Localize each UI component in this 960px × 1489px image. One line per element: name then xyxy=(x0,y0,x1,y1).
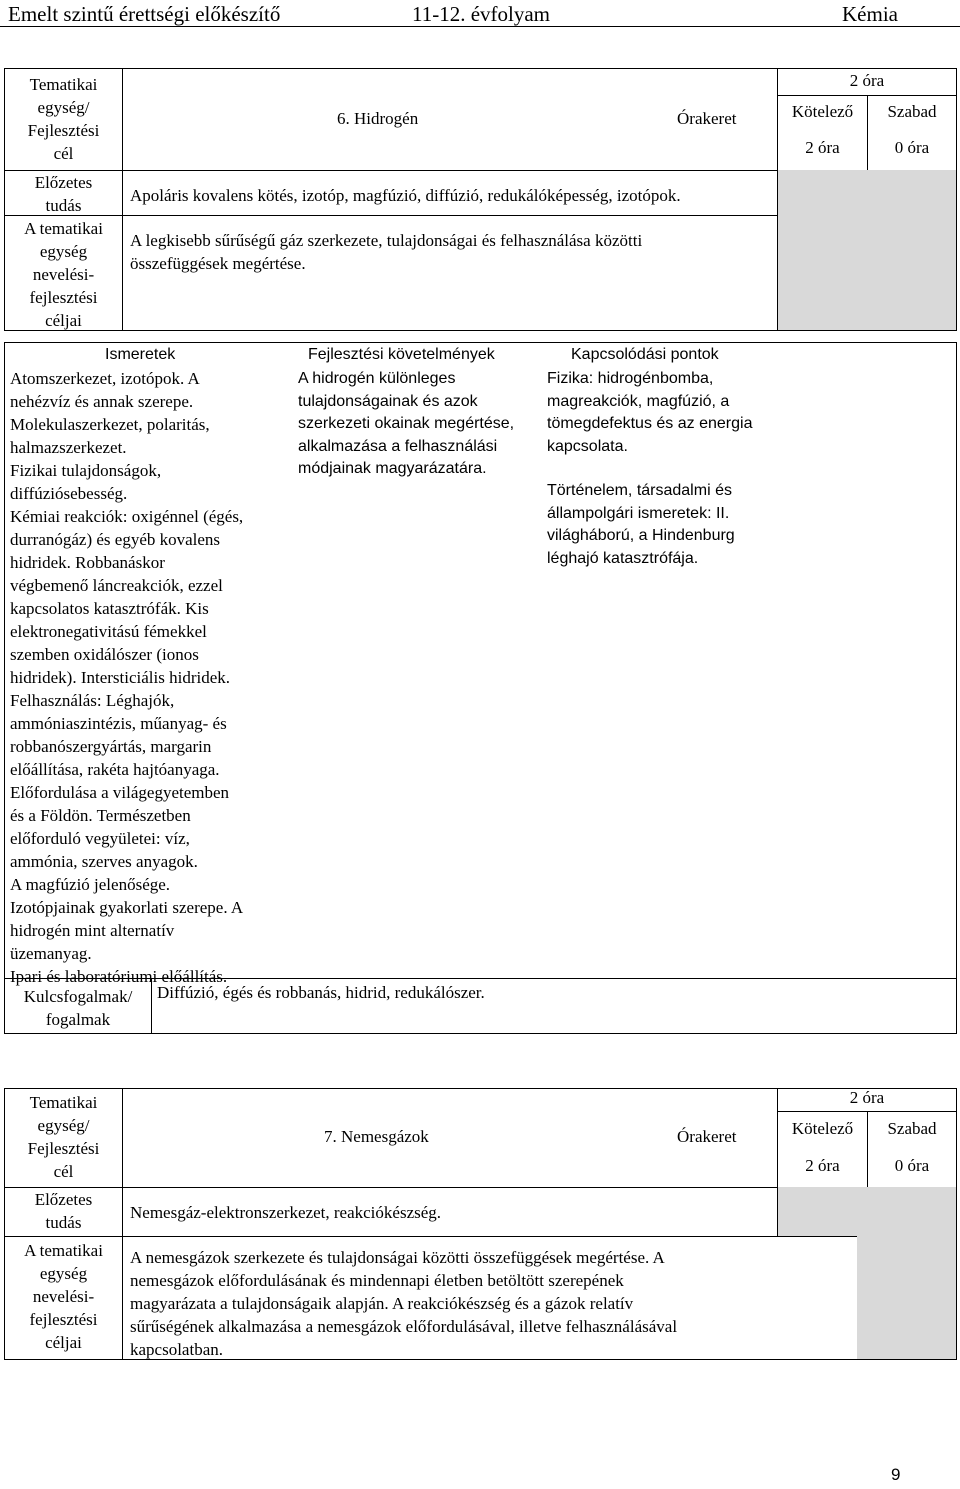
kapcsolodasi-line: léghajó katasztrófája. xyxy=(547,549,699,567)
celjai-text: A legkisebb sűrűségű gáz szerkezete, tulajdonságai és felhasználása közötti összefüggések megértése. xyxy=(122,215,778,331)
ismeretek-line: ammónia, szerves anyagok. xyxy=(10,852,198,871)
hours-total: 2 óra xyxy=(849,1088,885,1107)
kapcsolodasi-line: kapcsolata. xyxy=(547,437,628,455)
kapcsolodasi-line: Fizika: hidrogénbomba, xyxy=(547,370,714,387)
shaded-cell xyxy=(777,170,957,216)
celjai-line: A nemesgázok szerkezete és tulajdonságai közötti összefüggések megértése. A xyxy=(130,1248,665,1267)
orakeret-label: Órakeret xyxy=(677,109,737,128)
shaded-cell xyxy=(777,215,957,331)
ismeretek-line: hidridek). Intersticiális hidridek. xyxy=(10,668,230,687)
unit-title: 7. Nemesgázok xyxy=(324,1127,429,1146)
fejlesztesi-line: A hidrogén különleges xyxy=(298,370,456,387)
ismeretek-line: halmazszerkezet. xyxy=(10,438,127,457)
label-elozetes-tudas: Előzetes tudás xyxy=(4,1187,123,1237)
kapcsolodasi-column-history xyxy=(547,480,787,570)
col-kapcsolodasi: Kapcsolódási pontok xyxy=(571,346,719,363)
ismeretek-line: Molekulaszerkezet, polaritás, xyxy=(10,415,210,434)
label-celjai: A tematikai egység nevelési- fejlesztési céljai xyxy=(4,1236,123,1360)
kapcsolodasi-line: magreakciók, magfúzió, a xyxy=(547,392,730,410)
hours-total: 2 óra xyxy=(849,71,885,90)
celjai-line: nemesgázok előfordulásának és mindennapi életben betöltött szerepének xyxy=(130,1271,624,1290)
kotelezo-cell xyxy=(778,1111,868,1188)
orakeret-label: Órakeret xyxy=(677,1127,737,1146)
ismeretek-line: kapcsolatos katasztrófák. Kis xyxy=(10,599,209,618)
running-header xyxy=(0,0,960,26)
ismeretek-line: robbanószergyártás, margarin xyxy=(10,737,212,756)
ismeretek-line: Előfordulása a világegyetemben xyxy=(10,783,230,802)
elozetes-tudas-text: Apoláris kovalens kötés, izotóp, magfúzió, diffúzió, redukálóképesség, izotópok. xyxy=(122,170,778,216)
ismeretek-line: durranógáz) és egyéb kovalens xyxy=(10,530,221,549)
label-tematikai-egyseg: Tematikai egység/ Fejlesztési cél xyxy=(4,68,123,171)
celjai-line: magyarázata a tulajdonságaik alapján. A reakciókészség és a gázok relatív xyxy=(130,1294,634,1313)
ismeretek-line: hidridek. Robbanáskor xyxy=(10,553,165,572)
ismeretek-line: Izotópjainak gyakorlati szerepe. A xyxy=(10,898,244,917)
header-subject: Kémia xyxy=(842,2,898,26)
shaded-cell xyxy=(777,1187,957,1237)
unit6-title-cell xyxy=(122,68,778,171)
ismeretek-line: A magfúzió jelenősége. xyxy=(10,875,171,894)
unit-title: 6. Hidrogén xyxy=(337,109,419,128)
ismeretek-line: Ipari és laboratóriumi előállítás. xyxy=(10,967,228,986)
fejlesztesi-line: alkalmazása a felhasználási xyxy=(298,437,498,455)
szabad-label: Szabad xyxy=(887,1119,937,1138)
kulcsfogalmak-text: Diffúzió, égés és robbanás, hidrid, redukálószer. xyxy=(151,978,957,1034)
kapcsolodasi-column-physics xyxy=(547,368,787,458)
kotelezo-cell xyxy=(778,95,868,171)
fejlesztesi-line: módjainak magyarázatára. xyxy=(298,460,487,477)
unit6-hours-cell xyxy=(777,68,957,171)
header-course: Emelt szintű érettségi előkészítő xyxy=(8,2,281,26)
ismeretek-line: Felhasználás: Léghajók, xyxy=(10,691,175,710)
label-elozetes-tudas: Előzetes tudás xyxy=(4,170,123,216)
ismeretek-line: szemben oxidálószer (ionos xyxy=(10,645,199,664)
ismeretek-line: Atomszerkezet, izotópok. A xyxy=(10,369,200,388)
ismeretek-column xyxy=(10,367,290,988)
szabad-value: 0 óra xyxy=(894,138,930,157)
header-rule xyxy=(0,26,960,27)
kotelezo-value: 2 óra xyxy=(805,1156,840,1175)
ismeretek-line: diffúziósebesség. xyxy=(10,484,128,503)
ismeretek-line: ammóniaszintézis, műanyag- és xyxy=(10,714,227,733)
kapcsolodasi-line: világháború, a Hindenburg xyxy=(547,527,735,544)
celjai-line: kapcsolatban. xyxy=(130,1340,223,1359)
header-grade: 11-12. évfolyam xyxy=(412,2,551,26)
content-body xyxy=(4,366,957,986)
label-celjai: A tematikai egység nevelési- fejlesztési céljai xyxy=(4,215,123,331)
fejlesztesi-column xyxy=(298,368,538,481)
celjai-text xyxy=(122,1236,857,1360)
fejlesztesi-line: szerkezeti okainak megértése, xyxy=(298,415,515,432)
fejlesztesi-line: tulajdonságainak és azok xyxy=(298,392,478,410)
label-tematikai-egyseg: Tematikai egység/ Fejlesztési cél xyxy=(4,1088,123,1188)
kotelezo-value: 2 óra xyxy=(805,138,840,157)
kapcsolodasi-line: állampolgári ismeretek: II. xyxy=(547,504,730,522)
page-number: 9 xyxy=(891,1465,901,1484)
kapcsolodasi-line: tömegdefektus és az energia xyxy=(547,415,753,432)
ismeretek-line: és a Földön. Természetben xyxy=(10,806,191,825)
unit7-hours-cell xyxy=(777,1088,957,1188)
kapcsolodasi-line: Történelem, társadalmi és xyxy=(547,482,732,499)
ismeretek-line: hidrogén mint alternatív xyxy=(10,921,175,940)
ismeretek-line: Kémiai reakciók: oxigénnel (égés, xyxy=(10,507,244,526)
ismeretek-line: végbemenő láncreakciók, ezzel xyxy=(10,576,223,595)
unit7-title-cell xyxy=(122,1088,778,1188)
kotelezo-label: Kötelező xyxy=(791,1119,854,1138)
ismeretek-line: üzemanyag. xyxy=(10,944,92,963)
szabad-cell xyxy=(868,95,956,171)
ismeretek-line: előállítása, rakéta hajtóanyaga. xyxy=(10,760,220,779)
label-kulcsfogalmak: Kulcsfogalmak/ fogalmak xyxy=(4,978,152,1034)
ismeretek-line: előforduló vegyületei: víz, xyxy=(10,829,190,848)
szabad-cell xyxy=(868,1111,956,1188)
col-ismeretek: Ismeretek xyxy=(105,346,176,363)
col-fejlesztesi: Fejlesztési követelmények xyxy=(308,346,495,363)
ismeretek-line: elektronegativitású fémekkel xyxy=(10,622,207,641)
ismeretek-line: Fizikai tulajdonságok, xyxy=(10,461,162,480)
kotelezo-label: Kötelező xyxy=(791,102,854,121)
ismeretek-line: nehézvíz és annak szerepe. xyxy=(10,392,194,411)
shaded-cell xyxy=(857,1236,957,1360)
szabad-value: 0 óra xyxy=(894,1156,930,1175)
celjai-line: sűrűségének alkalmazása a nemesgázok előfordulásával, illetve felhasználásával xyxy=(130,1317,678,1336)
elozetes-tudas-text: Nemesgáz-elektronszerkezet, reakciókészség. xyxy=(122,1187,778,1237)
szabad-label: Szabad xyxy=(887,102,937,121)
content-header-row xyxy=(4,342,957,366)
